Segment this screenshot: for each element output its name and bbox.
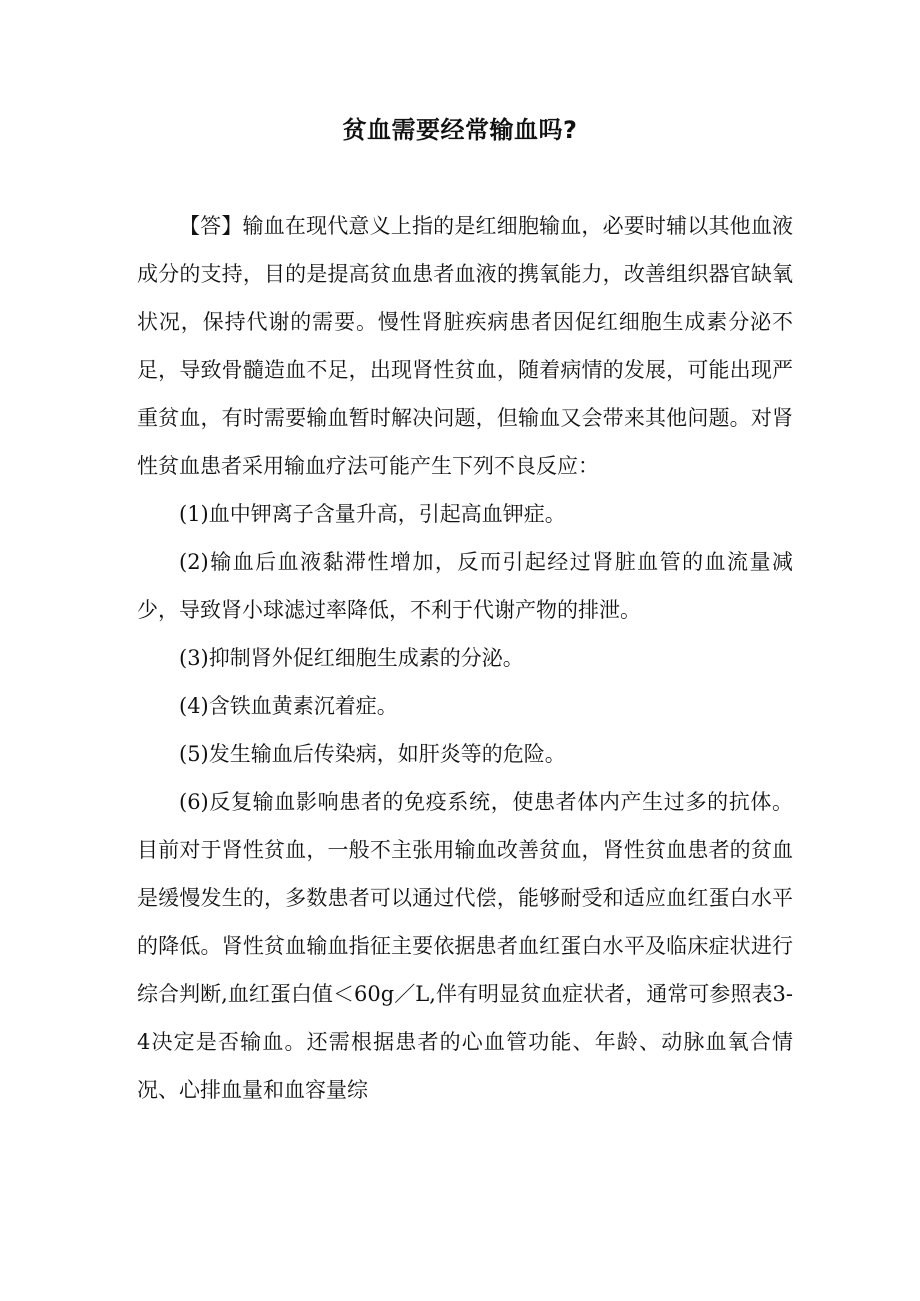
list-item-3: (3)抑制肾外促红细胞生成素的分泌。 <box>179 646 524 670</box>
list-item-6: (6)反复输血影响患者的免疫系统，使患者体内产生过多的抗体。目前对于肾性贫血，一般不主张用输血改善贫血，肾性贫血患者的贫血是缓慢发生的，多数患者可以通过代偿，能够耐受和适应血红蛋白水平的降低。肾性贫血输血指征主要依据患者血红蛋白水平及临床症状进行综合判断,血红蛋白值＜60g／L,伴有明显贫血症状者，通常可参照表3-4决定是否输血。还需根据患者的心血管功能、年龄、动脉血氧合情况、心排血量和血容量综 <box>137 790 793 1102</box>
document-body <box>137 202 793 1114</box>
answer-paragraph: 【答】输血在现代意义上指的是红细胞输血，必要时辅以其他血液成分的支持，目的是提高贫血患者血液的携氧能力，改善组织器官缺氧状况，保持代谢的需要。慢性肾脏疾病患者因促红细胞生成素分泌不足，导致骨髓造血不足，出现肾性贫血，随着病情的发展，可能出现严重贫血，有时需要输血暂时解决问题，但输血又会带来其他问题。对肾性贫血患者采用输血疗法可能产生下列不良反应： <box>137 214 793 478</box>
list-item-2: (2)输血后血液黏滞性增加，反而引起经过肾脏血管的血流量减少，导致肾小球滤过率降低，不利于代谢产物的排泄。 <box>137 550 793 622</box>
list-item-5: (5)发生输血后传染病，如肝炎等的危险。 <box>179 742 566 766</box>
list-item-4: (4)含铁血黄素沉着症。 <box>179 694 398 718</box>
list-item-1: (1)血中钾离子含量升高，引起高血钾症。 <box>179 502 566 526</box>
page-title: 贫血需要经常输血吗? <box>342 116 578 144</box>
